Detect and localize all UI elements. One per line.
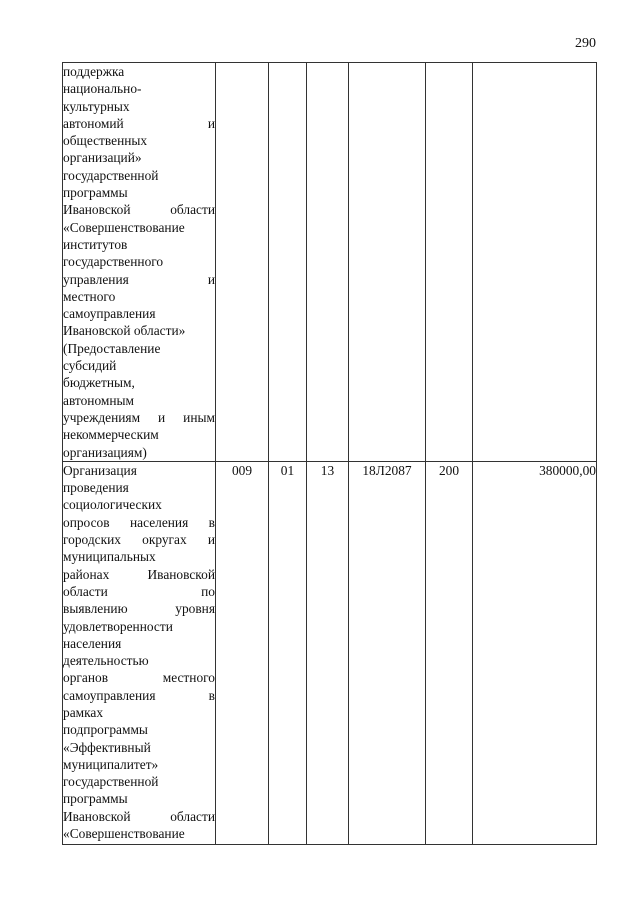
expense-type-cell: [426, 63, 473, 462]
target-article-cell: [349, 63, 426, 462]
budget-table: [62, 62, 597, 845]
amount-cell: [473, 63, 597, 462]
description-cell: Организация проведения социологических опросов населения в городских округах и муниципальных районах Ивановской области по выявлению уровня удовлетворенности населения деятельностью органов местного самоуправления в рамках подпрограммы «Эффективный муниципалитет» государственной программы Ивановской области «Совершенствование: [63, 461, 216, 844]
description-cell: поддержка национально- культурных автономий и общественных организаций» государственной программы Ивановской области «Совершенствование институтов государственного управления и местного самоуправления Ивановской области» (Предоставление субсидий бюджетным, автономным учреждениям и иным некоммерческим организациям): [63, 64, 215, 460]
section-cell: 01: [269, 461, 307, 844]
subsection-cell: [307, 63, 349, 462]
section-cell: [269, 63, 307, 462]
ministry-code-cell: [216, 63, 269, 462]
table-row: [63, 461, 597, 844]
target-article-cell: 18Л2087: [349, 461, 426, 844]
amount-cell: 380000,00: [473, 461, 597, 844]
ministry-code-cell: 009: [216, 461, 269, 844]
subsection-cell: 13: [307, 461, 349, 844]
table-row: [63, 63, 597, 462]
page-number: 290: [575, 36, 596, 51]
expense-type-cell: 200: [426, 461, 473, 844]
